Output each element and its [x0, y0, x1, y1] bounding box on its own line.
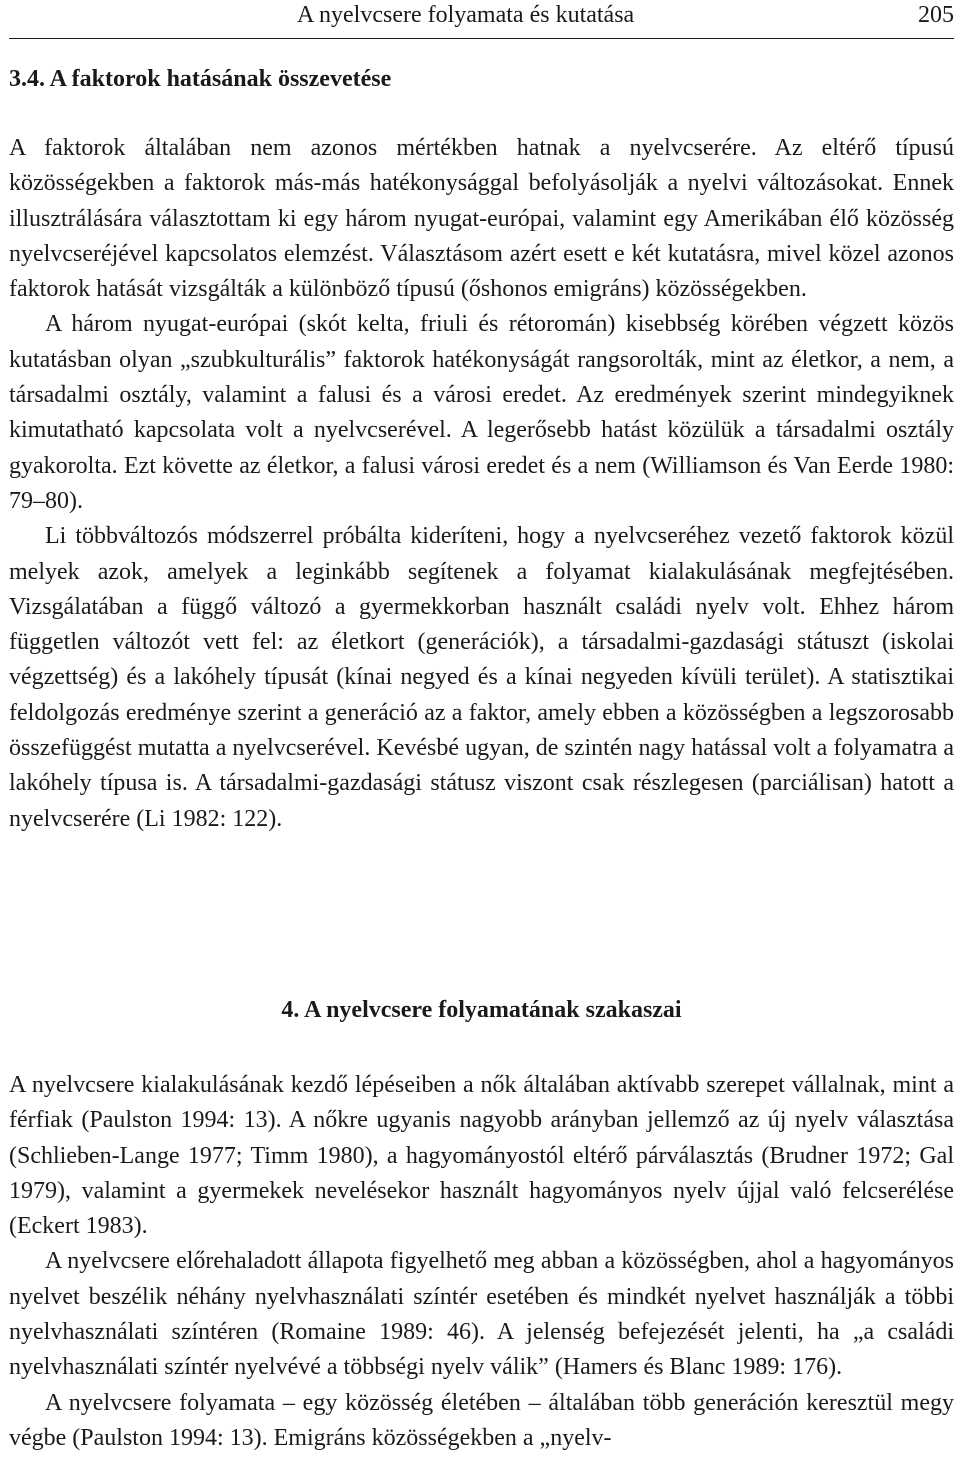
paragraph: A nyelvcsere előrehaladott állapota figyelhető meg abban a közösségben, ahol a hagyományos nyelvet beszélik néhány nyelvhasználati színtér esetében és mindkét nyelvet használják a többi nyelvhasználati színtéren (Romaine 1989: 46). A jelenség befejezését jelenti, ha „a családi nyelvhasználati színtér nyelvévé a többségi nyelv válik” (Hamers és Blanc 1989: 176). — [9, 1248, 954, 1381]
running-title: A nyelvcsere folyamata és kutatása — [297, 2, 635, 28]
running-header — [9, 0, 954, 39]
paragraph: A faktorok általában nem azonos mértékben hatnak a nyelvcserére. Az eltérő típusú közösségekben a faktorok más-más hatékonysággal befolyásolják a nyelvi változásokat. Ennek illusztrálására választottam ki egy három nyugat-európai, valamint egy Amerikában élő közösség nyelvcseréjével kapcsolatos elemzést. Választásom azért esett e két kutatásra, mivel közel azonos faktorok hatását vizsgálták a különböző típusú (őshonos emigráns) közösségekben. — [9, 135, 954, 303]
paragraph: A nyelvcsere folyamata – egy közösség életében – általában több generáción keresztül megy végbe (Paulston 1994: 13). Emigráns közösségekben a „nyelv- — [9, 1389, 954, 1451]
paragraph: A három nyugat-európai (skót kelta, friuli és rétoromán) kisebbség körében végzett közös kutatásban olyan „szubkulturális” faktorok hatékonyságát rangsorolták, mint az életkor, a nem, a társadalmi osztály, valamint a falusi és a városi eredet. Az eredmények szerint mindegyiknek kimutatható kapcsolata volt a nyelvcserével. A legerősebb hatást közülük a társadalmi osztály gyakorolta. Ezt követte az életkor, a falusi városi eredet és a nem (Williamson és Van Eerde 1980: 79–80). — [9, 311, 954, 514]
section-heading: 3.4. A faktorok hatásának összevetése — [9, 66, 392, 92]
chapter-heading: 4. A nyelvcsere folyamatának szakaszai — [281, 997, 682, 1023]
paragraph: A nyelvcsere kialakulásának kezdő lépéseiben a nők általában aktívabb szerepet vállalnak, mint a férfiak (Paulston 1994: 13). A nőkre ugyanis nagyobb arányban jellemző az új nyelv választása (Schlieben-Lange 1977; Timm 1980), a hagyományostól eltérő párválasztás (Brudner 1972; Gal 1979), valamint a gyermekek nevelésekor használt hagyományos nyelv újjal való felcserélése (Eckert 1983). — [9, 1072, 954, 1240]
chapter-body — [9, 1068, 954, 1456]
section-body — [9, 131, 954, 837]
page-number: 205 — [918, 2, 954, 28]
paragraph: Li többváltozós módszerrel próbálta kideríteni, hogy a nyelvcseréhez vezető faktorok közül melyek azok, amelyek a leginkább segítenek a folyamat kialakulásának megfejtésében. Vizsgálatában a függő változó a gyermekkorban használt családi nyelv volt. Ehhez három független változót vett fel: az életkort (generációk), a társadalmi-gazdasági státuszt (iskolai végzettség) és a lakóhely típusát (kínai negyed és a kínai negyeden kívüli terület). A statisztikai feldolgozás eredménye szerint a generáció az a faktor, amely ebben a közösségben a legszorosabb összefüggést mutatta a nyelvcserével. Kevésbé ugyan, de szintén nagy hatással volt a folyamatra a lakóhely típusa is. A társadalmi-gazdasági státusz viszont csak részlegesen (parciálisan) hatott a nyelvcserére (Li 1982: 122). — [9, 523, 954, 832]
